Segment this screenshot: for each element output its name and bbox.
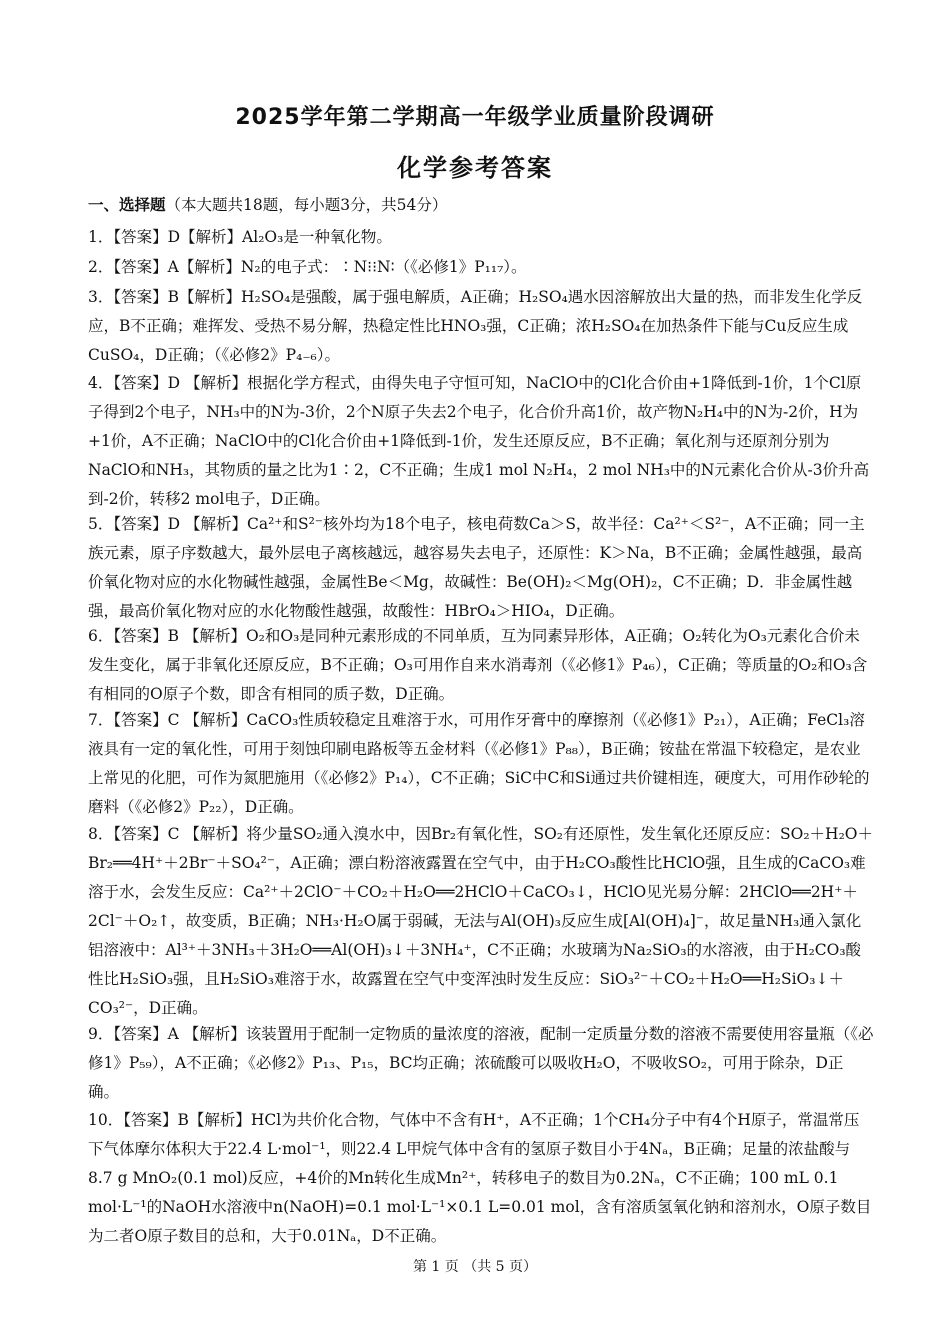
item-number: 7． <box>88 711 114 729</box>
item-text: 【答案】B【解析】H₂SO₄是强酸，属于强电解质，A正确；H₂SO₄遇水因溶解放出大量的热，而非发生化学反应，B不正确；难挥发、受热不易分解，热稳定性比HNO₃强，C正确；浓H₂SO₄在加热条件下能与Cu反应生成CuSO₄，D正确；（《必修2》P₄₋₆）。 <box>88 288 863 364</box>
item-text: 【答案】B【解析】HCl为共价化合物，气体中不含有H⁺，A不正确；1个CH₄分子中有4个H原子，常温常压下气体摩尔体积大于22.4 L·mol⁻¹，则22.4 L甲烷气体中含有的氢原子数目小于4Nₐ，B正确；足量的浓盐酸与8.7 g MnO₂(0.1 mol)反应，+4价的Mn转化生成Mn²⁺，转移电子的数目为0.2Nₐ，C不正确；100 mL 0.1 mol·L⁻¹的NaOH水溶液中n(NaOH)=0.1 mol·L⁻¹×0.1 L=0.01 mol，含有溶质氢氧化钠和溶剂水，O原子数目为二者O原子数目的总和，大于0.01Nₐ，D不正确。 <box>88 1111 872 1245</box>
document-subtitle: 化学参考答案 <box>397 154 553 182</box>
answer-item-3 <box>88 283 874 370</box>
item-text: 【答案】A 【解析】该装置用于配制一定物质的量浓度的溶液，配制一定质量分数的溶液不需要使用容量瓶（《必修1》P₅₉），A不正确；《必修2》P₁₃、P₁₅，BC均正确；浓硫酸可以吸收H₂O，不吸收SO₂，可用于除杂，D正确。 <box>88 1025 874 1101</box>
item-number: 4． <box>88 374 114 392</box>
answer-item-5 <box>88 510 874 626</box>
answer-item-7 <box>88 706 874 822</box>
item-number: 3． <box>88 288 114 306</box>
section-heading <box>88 194 447 216</box>
section-title: 一、选择题 <box>88 196 166 214</box>
item-text: 【答案】C 【解析】CaCO₃性质较稳定且难溶于水，可用作牙膏中的摩擦剂（《必修1》P₂₁），A正确；FeCl₃溶液具有一定的氧化性，可用于刻蚀印刷电路板等五金材料（《必修1》P₈₈），B正确；铵盐在常温下较稳定，是农业上常见的化肥，可作为氮肥施用（《必修2》P₁₄），C不正确；SiC中C和Si通过共价键相连，硬度大，可用作砂轮的磨料（《必修2》P₂₂），D正确。 <box>88 711 870 816</box>
item-number: 8． <box>88 825 114 843</box>
document-title: 2025学年第二学期高一年级学业质量阶段调研 <box>235 105 715 130</box>
answer-item-10 <box>88 1106 874 1251</box>
item-text: 【答案】D 【解析】Ca²⁺和S²⁻核外均为18个电子，核电荷数Ca＞S，故半径：Ca²⁺＜S²⁻，A不正确；同一主族元素，原子序数越大，最外层电子离核越远，越容易失去电子，还原性：K＞Na，B不正确；金属性越强，最高价氧化物对应的水化物碱性越强，金属性Be＜Mg，故碱性：Be(OH)₂＜Mg(OH)₂，C不正确；D．非金属性越强，最高价氧化物对应的水化物酸性越强，故酸性：HBrO₄＞HIO₄，D正确。 <box>88 515 865 620</box>
item-number: 9． <box>88 1025 114 1043</box>
answer-item-6 <box>88 622 874 709</box>
item-number: 1． <box>88 228 114 246</box>
item-text: 【答案】D 【解析】根据化学方程式，由得失电子守恒可知，NaClO中的Cl化合价由+1降低到-1价，1个Cl原子得到2个电子，NH₃中的N为-3价，2个N原子失去2个电子，化合价升高1价，故产物N₂H₄中的N为-2价，H为+1价，A不正确；NaClO中的Cl化合价由+1降低到-1价，发生还原反应，B不正确；氧化剂与还原剂分别为NaClO和NH₃，其物质的量之比为1∶2，C不正确；生成1 mol N₂H₄，2 mol NH₃中的N元素化合价从-3价升高到-2价，转移2 mol电子，D正确。 <box>88 374 870 508</box>
section-note: （本大题共18题，每小题3分，共54分） <box>165 196 448 214</box>
item-number: 5． <box>88 515 114 533</box>
item-text: 【答案】C 【解析】将少量SO₂通入溴水中，因Br₂有氧化性，SO₂有还原性，发生氧化还原反应：SO₂＋H₂O＋Br₂══4H⁺＋2Br⁻＋SO₄²⁻，A正确；漂白粉溶液露置在空气中，由于H₂CO₃酸性比HClO强，且生成的CaCO₃难溶于水，会发生反应：Ca²⁺＋2ClO⁻＋CO₂＋H₂O══2HClO＋CaCO₃↓，HClO见光易分解：2HClO══2H⁺＋2Cl⁻＋O₂↑，故变质，B正确；NH₃·H₂O属于弱碱，无法与Al(OH)₃反应生成[Al(OH)₄]⁻，故足量NH₃通入氯化铝溶液中：Al³⁺＋3NH₃＋3H₂O══Al(OH)₃↓＋3NH₄⁺，C不正确；水玻璃为Na₂SiO₃的水溶液，由于H₂CO₃酸性比H₂SiO₃强，且H₂SiO₃难溶于水，故露置在空气中变浑浊时发生反应：SiO₃²⁻＋CO₂＋H₂O══H₂SiO₃↓＋CO₃²⁻，D正确。 <box>88 825 873 1017</box>
item-text: 【答案】B 【解析】O₂和O₃是同种元素形成的不同单质，互为同素异形体，A正确；O₂转化为O₃元素化合价未发生变化，属于非氧化还原反应，B不正确；O₃可用作自来水消毒剂（《必修1》P₄₆），C正确；等质量的O₂和O₃含有相同的O原子个数，即含有相同的质子数，D正确。 <box>88 627 868 703</box>
page-footer: 第 1 页 （共 5 页） <box>412 1259 538 1275</box>
answer-item-8 <box>88 820 874 1023</box>
item-number: 10． <box>88 1111 124 1129</box>
item-text: 【答案】A【解析】N₂的电子式：∶N⁝⁝N∶（《必修1》P₁₁₇）。 <box>113 258 527 276</box>
item-text: 【答案】D【解析】Al₂O₃是一种氧化物。 <box>113 228 392 246</box>
answer-item-4 <box>88 369 874 514</box>
item-number: 6． <box>88 627 114 645</box>
item-number: 2． <box>88 258 114 276</box>
answer-item-1 <box>88 223 874 252</box>
answer-item-2 <box>88 253 874 282</box>
answer-item-9 <box>88 1020 874 1107</box>
